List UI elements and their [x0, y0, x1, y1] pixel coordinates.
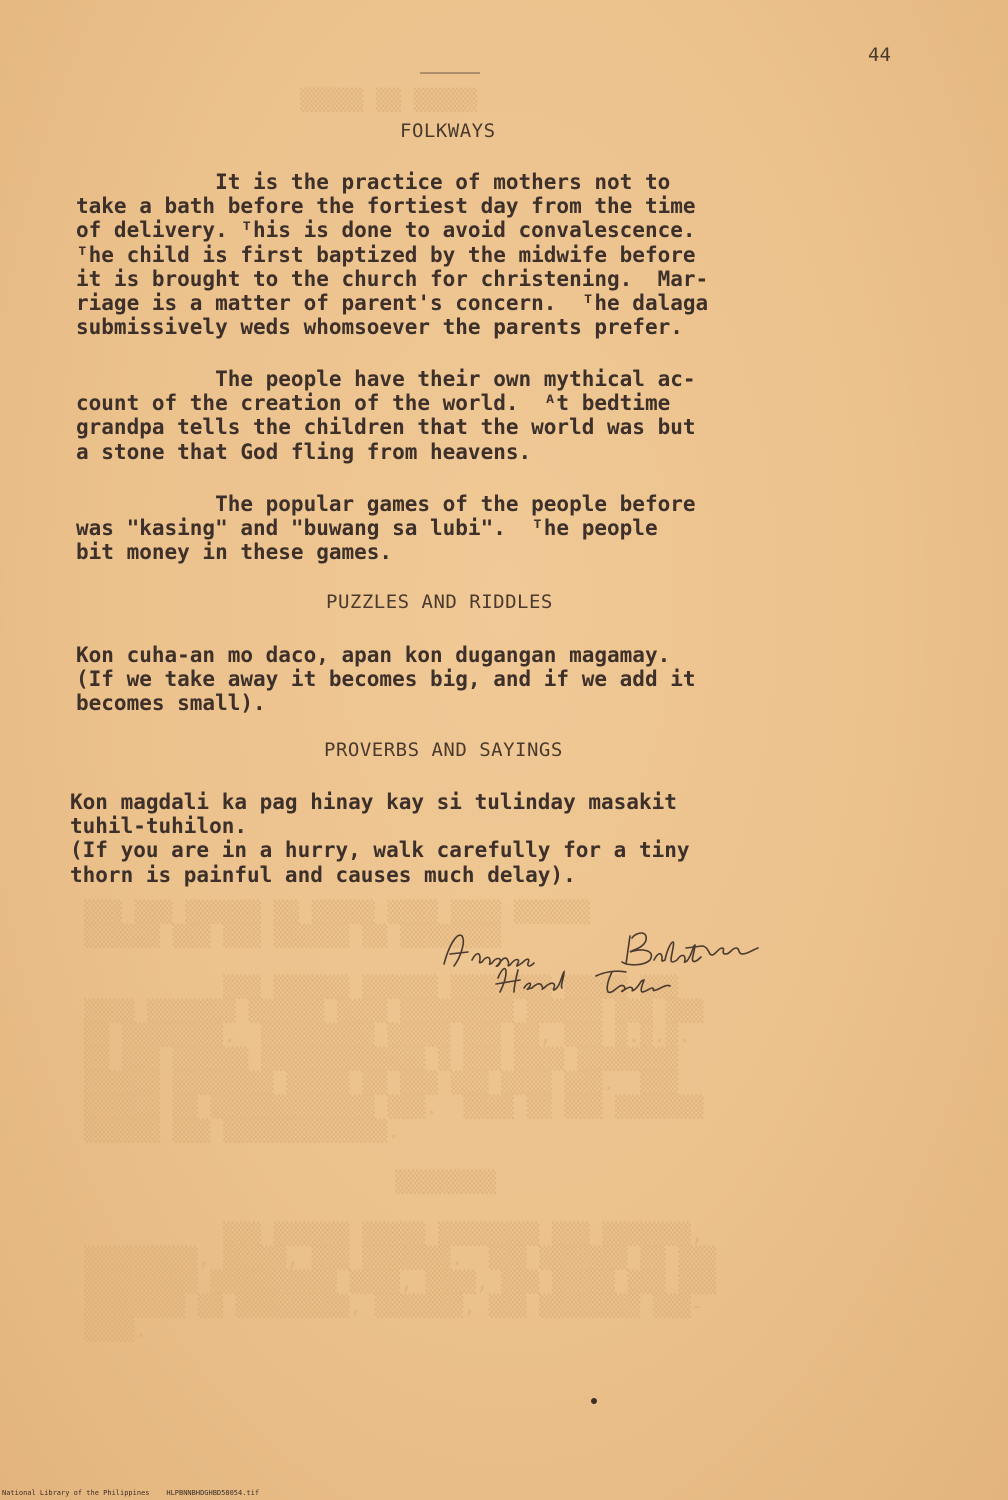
paragraph-folkways-games: The popular games of the people before was "kasing" and "buwang sa lubi". ᵀhe people bit money in these games.: [76, 492, 696, 565]
paragraph-folkways-customs: It is the practice of mothers not to take a bath before the fortiest day from the time of delivery. ᵀhis is done to avoid convalescence. ᵀhe child is first baptized by the midwife before it is brought to the church for christening. Mar- riage is a matter of parent's concern. ᵀhe dalaga submissively weds whomsoever the parents prefer.: [76, 170, 709, 340]
heading-proverbs-and-sayings: PROVERBS AND SAYINGS: [324, 739, 563, 761]
heading-puzzles-and-riddles: PUZZLES AND RIDDLES: [326, 591, 553, 613]
bleed-through-texture: ▒▒▒▒▒▒▒▒: [395, 1170, 497, 1194]
signature-drawing: [436, 922, 816, 1002]
paragraph-folkways-creation-myth: The people have their own mythical ac- count of the creation of the world. ᴬt bedtime grandpa tells the children that the world was but a stone that God fling from heavens.: [76, 367, 696, 464]
riddle-text: Kon cuha-an mo daco, apan kon dugangan magamay. (If we take away it becomes big, and if we add it becomes small).: [76, 643, 696, 716]
bleed-through-texture: ▒▒▒ ▒▒▒ ▒▒▒▒▒▒ ▒▒ ▒▒▒▒▒ ▒▒▒▒ ▒▒▒▒ ▒▒▒▒▒▒ ▒▒▒▒▒▒ ▒▒▒ ▒▒▒ ▒▒▒▒▒▒ ▒▒ ▒▒▒▒▒▒▒▒: [84, 900, 590, 948]
bleed-through-texture: ▒▒▒ ▒▒▒▒▒▒ ▒▒▒▒▒▒ ▒▒▒▒▒▒▒▒ ▒▒▒▒▒ ▒▒▒ ▒▒▒▒ ▒▒▒▒▒▒▒ ▒▒▒▒▒▒ ▒▒▒▒ ▒▒▒▒▒▒▒▒▒ ▒▒▒▒▒▒ ▒▒▒ ▒▒▒ ▒▒ ▒▒▒▒▒▒▒▒. ▒▒▒▒▒▒▒▒▒ ▒▒▒▒▒ ▒▒▒ ▒▒, ▒▒▒ ▒.▒.▒. ▒▒ ▒▒▒ ▒▒▒▒▒▒ ▒▒▒▒▒▒▒▒▒▒▒▒▒ ▒ ▒▒▒ ▒▒▒▒ ▒▒▒▒▒▒▒▒ ▒▒▒▒▒▒ ▒▒▒▒▒▒▒▒ ▒▒▒▒▒ ▒▒ ▒▒▒ ▒▒▒ ▒▒▒▒ ▒▒▒. ▒▒▒ ▒▒▒▒▒▒ ▒▒ ▒▒▒▒▒▒▒▒▒▒▒▒▒ ▒▒▒. ▒▒▒▒ ▒▒ ▒▒▒ ▒▒▒▒▒▒▒ ▒▒▒▒▒▒ ▒▒▒ ▒▒▒▒▒▒▒▒▒▒▒▒▒.: [84, 975, 704, 1143]
ink-dot: [591, 1398, 597, 1404]
header-dash: [420, 72, 480, 74]
bleed-through-texture: ▒▒▒ ▒▒▒▒▒▒ ▒▒▒▒▒ ▒▒▒▒▒▒▒▒ ▒▒▒ ▒▒▒▒▒▒▒, ▒▒▒▒▒▒▒▒▒, ▒▒▒▒▒, ▒▒▒ ▒▒▒▒▒▒▒. ▒▒▒ ▒▒▒▒▒▒▒ ▒▒ ▒▒▒ ▒▒▒▒▒▒▒▒▒ ▒▒▒▒▒▒▒▒▒▒ ▒▒▒▒, ▒▒▒▒, ▒▒▒ ▒▒▒▒▒ ▒▒▒ ▒▒▒ ▒▒▒▒▒▒▒▒ ▒▒ ▒▒▒▒▒▒▒▒▒, ▒▒▒▒▒▒▒, ▒▒▒ ▒▒▒▒▒▒▒▒ ▒▒▒- ▒▒▒▒.: [84, 1222, 717, 1342]
proverb-text: Kon magdali ka pag hinay kay si tulinday masakit tuhil-tuhilon. (If you are in a hurry, walk carefully for a tiny thorn is painful and causes much delay).: [70, 790, 690, 887]
bleed-through-texture: ▒▒▒▒▒ ▒▒ ▒▒▒▒▒: [300, 88, 478, 112]
page-number: 44: [868, 44, 891, 66]
scan-footer: National Library of the Philippines HLPBNNBHDGHBD58054.tif: [2, 1489, 260, 1497]
heading-folkways: FOLKWAYS: [400, 120, 496, 142]
signature: [436, 922, 816, 1002]
